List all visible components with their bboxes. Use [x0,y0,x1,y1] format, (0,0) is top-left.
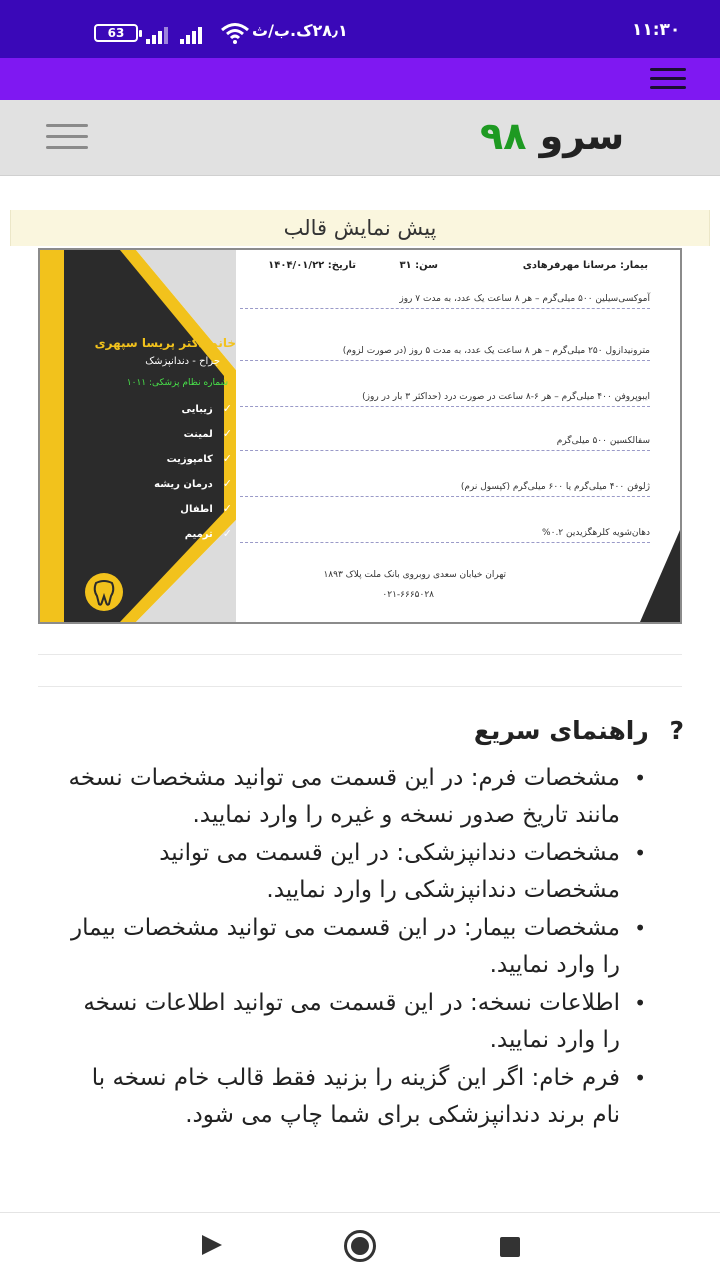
check-icon: ✓ [222,427,232,440]
medication-line: دهان‌شویه کلرهگزیدین ۰.۲% [240,528,650,543]
medication-line: آموکسی‌سیلین ۵۰۰ میلی‌گرم – هر ۸ ساعت یک عدد، به مدت ۷ روز [240,294,650,309]
battery-icon: 63 [94,24,138,42]
doctor-license: شماره نظام پزشکی: ۱۰۱۱ [126,378,228,388]
guide-title [474,716,684,745]
status-time: ۱۱:۳۰ [632,20,681,40]
card-corner-graphic [640,530,680,622]
patient-name: بیمار: مرسانا مهرفرهادی [522,260,648,271]
doctor-title: جراح - دندانپزشک [145,356,220,367]
patient-age: سن: ۳۱ [399,260,438,271]
medication-line: سفالکسین ۵۰۰ میلی‌گرم [240,436,650,451]
guide-title-text: راهنمای سریع [473,716,649,745]
status-bar [0,0,720,58]
guide-item: • مشخصات بیمار: در این قسمت می توانید مشخصات بیمار را وارد نمایید. [60,910,648,984]
logo-number: ۹۸ [480,114,527,158]
service-item: ✓کامپوزیت [152,446,232,471]
check-icon: ✓ [222,502,232,515]
doctor-name: خانم دکتر پریسا سپهری [94,336,236,350]
system-nav-bar [0,1212,720,1280]
guide-item: • اطلاعات نسخه: در این قسمت می توانید اطلاعات نسخه را وارد نمایید. [60,985,648,1059]
medication-line: ژلوفن ۴۰۰ میلی‌گرم یا ۶۰۰ میلی‌گرم (کپسول نرم) [240,482,650,497]
check-icon: ✓ [222,452,232,465]
signal-icon [180,24,208,44]
site-logo[interactable] [480,114,624,158]
tooth-icon [84,572,124,612]
divider [38,654,682,655]
prescription-body [236,250,656,622]
logo-name: سرو [539,114,625,158]
signal-icon-2 [146,24,174,44]
clinic-phone: ۰۲۱-۶۶۶۵۰۲۸ [382,590,434,600]
check-icon: ✓ [222,527,232,540]
network-speed: ۲۸٫۱ک.ب/ث [252,21,348,40]
service-item: ✓اطفال [152,496,232,521]
site-header [0,100,720,176]
service-item: ✓لمینت [152,421,232,446]
question-icon: ? [669,716,684,745]
check-icon: ✓ [222,402,232,415]
home-icon[interactable] [344,1230,376,1262]
prescription-date: تاریخ: ۱۴۰۴/۰۱/۲۲ [268,260,356,271]
app-menu-icon[interactable] [650,66,686,92]
guide-item: • فرم خام: اگر این گزینه را بزنید فقط قالب خام نسخه با نام برند دندانپزشکی برای شما چاپ می شود. [60,1060,648,1134]
medication-line: ایبوپروفن ۴۰۰ میلی‌گرم – هر ۶-۸ ساعت در صورت درد (حداکثر ۳ بار در روز) [240,392,650,407]
divider [38,686,682,687]
service-item: ✓زیبایی [152,396,232,421]
site-menu-icon[interactable] [46,124,88,150]
back-icon[interactable] [202,1235,222,1255]
app-bar [0,58,720,100]
guide-item: • مشخصات دندانپزشکی: در این قسمت می توانید مشخصات دندانپزشکی را وارد نمایید. [60,835,648,909]
guide-item: • مشخصات فرم: در این قسمت می توانید مشخصات نسخه مانند تاریخ صدور نسخه و غیره را وارد نمایید. [60,760,648,834]
patient-row [236,260,648,278]
recent-apps-icon[interactable] [500,1237,520,1257]
service-item: ✓ترمیم [152,521,232,546]
services-list [152,396,232,546]
check-icon: ✓ [222,477,232,490]
prescription-card [38,248,682,624]
service-item: ✓درمان ریشه [152,471,232,496]
medication-line: مترونیدازول ۲۵۰ میلی‌گرم – هر ۸ ساعت یک عدد، به مدت ۵ روز (در صورت لزوم) [240,346,650,361]
clinic-address: تهران خیابان سعدی روبروی بانک ملت پلاک ۱۸۹۳ [323,570,506,580]
guide-list [60,760,648,1135]
wifi-icon [220,22,250,44]
preview-title: پیش نمایش قالب [10,210,710,246]
